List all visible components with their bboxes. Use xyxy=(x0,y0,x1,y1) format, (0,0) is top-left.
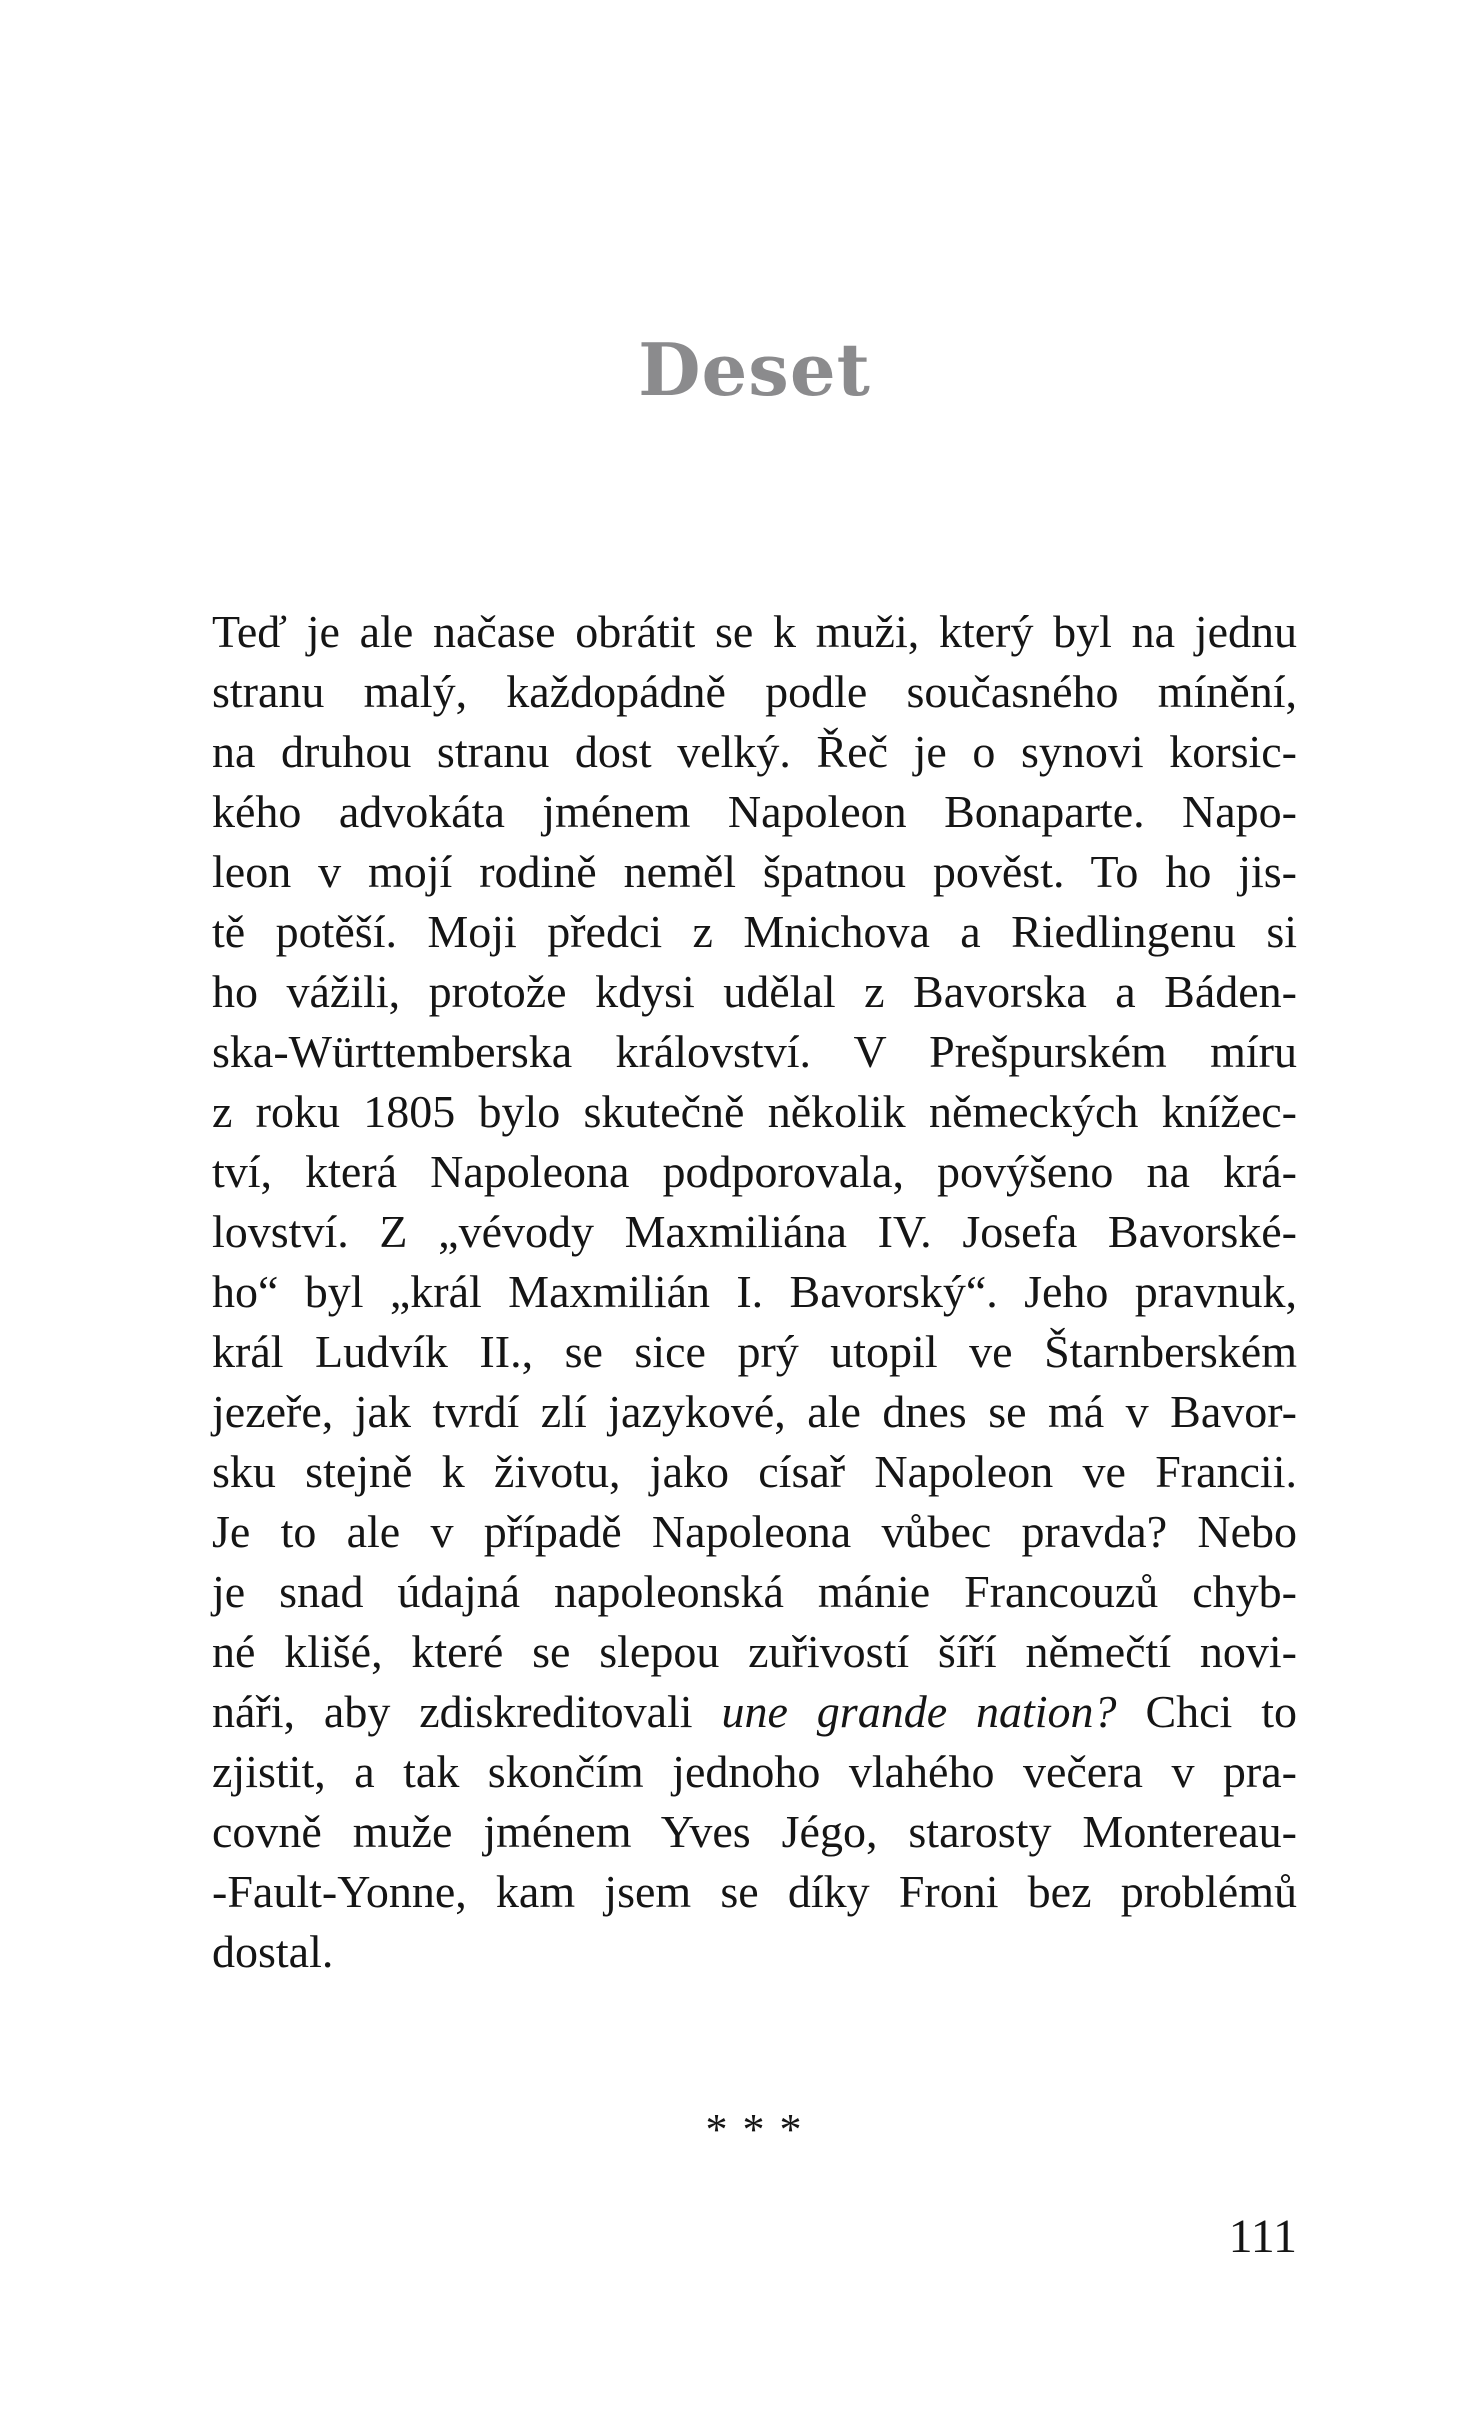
text-segment: tví, která Napoleona podporovala, povýšeno na krá- xyxy=(212,1146,1297,1197)
paragraph-line xyxy=(212,842,1297,902)
text-segment: stranu malý, každopádně podle současného mínění, xyxy=(212,666,1297,717)
paragraph-line xyxy=(212,962,1297,1022)
paragraph-line xyxy=(212,1202,1297,1262)
text-segment: jezeře, jak tvrdí zlí jazykové, ale dnes se má v Bavor- xyxy=(212,1386,1297,1437)
paragraph-line xyxy=(212,1022,1297,1082)
chapter-title: Deset xyxy=(638,327,871,412)
text-segment: sku stejně k životu, jako císař Napoleon ve Francii. xyxy=(212,1446,1297,1497)
text-segment: Teď je ale načase obrátit se k muži, který byl na jednu xyxy=(212,606,1297,657)
text-segment: Chci to xyxy=(1116,1686,1297,1737)
text-segment: né klišé, které se slepou zuřivostí šíří němečtí novi- xyxy=(212,1626,1297,1677)
paragraph-line xyxy=(212,1742,1297,1802)
paragraph-line xyxy=(212,1622,1297,1682)
paragraph-line xyxy=(212,1262,1297,1322)
text-segment: ho vážili, protože kdysi udělal z Bavorska a Báden- xyxy=(212,966,1297,1017)
text-segment: z roku 1805 bylo skutečně několik německých knížec- xyxy=(212,1086,1297,1137)
paragraph-line xyxy=(212,1322,1297,1382)
paragraph-line xyxy=(212,1862,1297,1922)
paragraph-line xyxy=(212,1442,1297,1502)
text-segment: je snad údajná napoleonská mánie Francouzů chyb- xyxy=(212,1566,1297,1617)
italic-phrase: une grande nation? xyxy=(721,1686,1117,1737)
paragraph-line xyxy=(212,902,1297,962)
paragraph-line xyxy=(212,722,1297,782)
text-segment: Je to ale v případě Napoleona vůbec pravda? Nebo xyxy=(212,1506,1297,1557)
text-segment: -Fault-Yonne, kam jsem se díky Froni bez problémů xyxy=(212,1866,1297,1917)
paragraph-line xyxy=(212,1802,1297,1862)
text-segment: ho“ byl „král Maxmilián I. Bavorský“. Jeho pravnuk, xyxy=(212,1266,1297,1317)
paragraph-line xyxy=(212,1682,1297,1742)
text-segment: kého advokáta jménem Napoleon Bonaparte. Napo- xyxy=(212,786,1297,837)
text-segment: leon v mojí rodině neměl špatnou pověst. To ho jis- xyxy=(212,846,1297,897)
paragraph-line xyxy=(212,1562,1297,1622)
paragraph-line xyxy=(212,1382,1297,1442)
text-segment: lovství. Z „vévody Maxmiliána IV. Josefa Bavorské- xyxy=(212,1206,1297,1257)
paragraph-line xyxy=(212,1142,1297,1202)
text-segment: covně muže jménem Yves Jégo, starosty Montereau- xyxy=(212,1806,1297,1857)
paragraph-line xyxy=(212,1502,1297,1562)
page-number: 111 xyxy=(1228,2210,1297,2263)
section-separator: * * * xyxy=(705,2105,804,2154)
text-segment: ska-Württemberska království. V Prešpurském míru xyxy=(212,1026,1297,1077)
paragraph-line xyxy=(212,1922,1297,1982)
paragraph-line xyxy=(212,1082,1297,1142)
paragraph-line xyxy=(212,782,1297,842)
paragraph-line xyxy=(212,602,1297,662)
text-segment: tě potěší. Moji předci z Mnichova a Riedlingenu si xyxy=(212,906,1297,957)
text-segment: dostal. xyxy=(212,1926,334,1977)
text-segment: zjistit, a tak skončím jednoho vlahého večera v pra- xyxy=(212,1746,1297,1797)
text-segment: král Ludvík II., se sice prý utopil ve Štarnberském xyxy=(212,1326,1297,1377)
text-segment: náři, aby zdiskreditovali xyxy=(212,1686,722,1737)
paragraph-line xyxy=(212,662,1297,722)
chapter-paragraph xyxy=(212,602,1297,1982)
text-segment: na druhou stranu dost velký. Řeč je o synovi korsic- xyxy=(212,726,1297,777)
